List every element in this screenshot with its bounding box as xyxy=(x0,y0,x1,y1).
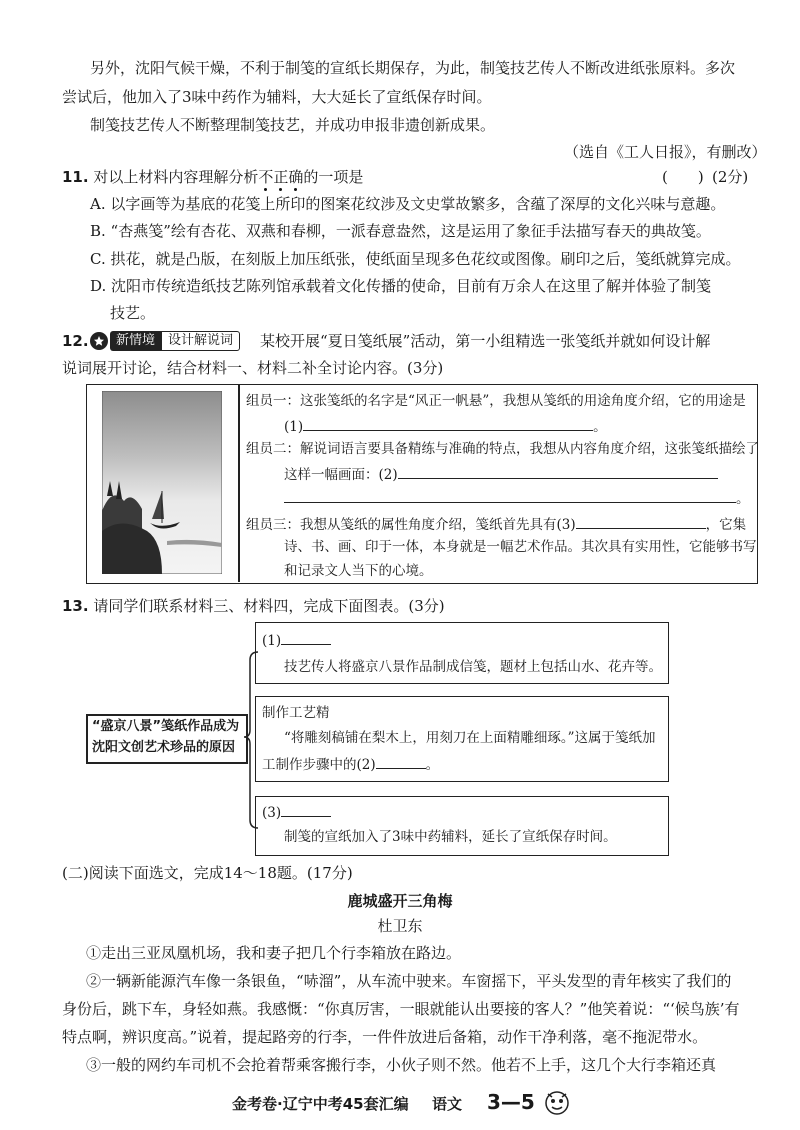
q13-box-3-text: 制笺的宣纸加入了3味中药辅料，延长了宣纸保存时间。 xyxy=(284,829,617,845)
member-1-line-1: 组员一：这张笺纸的名字是“风正一帆悬”，我想从笺纸的用途角度介绍，它的用途是 xyxy=(246,393,746,409)
member-1-answer-blank[interactable] xyxy=(303,414,593,431)
member-2-answer-blank-2[interactable] xyxy=(284,486,736,503)
q12-stem-line-1: 某校开展“夏日笺纸展”活动，第一小组精选一张笺纸并就如何设计解 xyxy=(260,332,711,350)
intro-paragraph-2: 制笺技艺传人不断整理制笺技艺，并成功申报非遗创新成果。 xyxy=(90,116,496,134)
q13-number: 13. xyxy=(62,597,89,615)
q13-box-2-line-1: “将雕刻稿铺在梨木上，用刻刀在上面精雕细琢。”这属于笺纸加 xyxy=(284,730,656,746)
q13-box-3-label: (3) xyxy=(262,805,282,821)
badge-task-type: 设计解说词 xyxy=(161,331,240,351)
q11-stem-text-a: 对以上材料内容理解分析 xyxy=(93,168,259,186)
member-3-text-b: ，它集 xyxy=(705,517,747,533)
member-2-line-1: 组员二：解说词语言要具备精练与准确的特点，我想从内容角度介绍，这张笺纸描绘了 xyxy=(246,441,759,457)
member-2-line-3 xyxy=(284,486,750,510)
member-2-end-mark: 。 xyxy=(736,491,750,507)
footer-book-title: 金考卷·辽宁中考45套汇编 xyxy=(232,1095,409,1113)
badge-new-situation: 新情境 xyxy=(110,331,161,351)
stationery-painting xyxy=(102,391,222,574)
footer-subject: 语文 xyxy=(432,1095,463,1113)
member-2-blank-label: 这样一幅画面：(2) xyxy=(284,467,398,483)
member-3-line-2: 诗、书、画、印于一体，本身就是一幅艺术作品。其次具有实用性，它能够书写 xyxy=(284,539,757,555)
member-1-line-2 xyxy=(284,414,607,438)
q11-emphasis-char-1: 不 xyxy=(258,168,274,186)
member-3-line-3: 和记录文人当下的心境。 xyxy=(284,563,433,579)
q12-stem-line-2: 说词展开讨论，结合材料一、材料二补全讨论内容。(3分) xyxy=(62,359,444,377)
q13-box-1-answer-blank[interactable] xyxy=(281,628,331,645)
intro-paragraph-1-line-2: 尝试后，他加入了3味中药作为辅料，大大延长了宣纸保存时间。 xyxy=(62,88,492,106)
q11-emphasis-char-3: 确 xyxy=(288,168,304,186)
q11-option-b[interactable]: B. “杏燕笺”绘有杏花、双燕和春柳，一派春意盎然，这是运用了象征手法描写春天的典故笺。 xyxy=(90,222,711,240)
brand-logo-icon xyxy=(540,1088,574,1116)
article-paragraph-3-line-1: ③一般的网约车司机不会抢着帮乘客搬行李，小伙子则不然。他若不上手，这几个大行李箱还真 xyxy=(86,1056,717,1074)
footer-page-number: 3—5 xyxy=(487,1090,535,1114)
intro-paragraph-1-line-1: 另外，沈阳气候干燥，不利于制笺的宣纸长期保存，为此，制笺技艺传人不断改进纸张原料。多次 xyxy=(90,59,736,77)
member-3-line-1 xyxy=(246,512,746,536)
q12-number: 12. xyxy=(62,332,89,350)
q12-badge xyxy=(90,330,240,352)
member-3-answer-blank[interactable] xyxy=(576,512,706,529)
article-paragraph-2-line-2: 身份后，跳下车，身轻如燕。我感慨：“你真厉害，一眼就能认出要接的客人？”他笑着说：“‘候鸟族’有 xyxy=(62,1000,740,1018)
q13-box-3-line-1 xyxy=(262,800,331,824)
q11-option-a[interactable]: A. 以字画等为基底的花笺上所印的图案花纹涉及文史掌故繁多，含蕴了深厚的文化兴味与意趣。 xyxy=(90,195,726,213)
q11-stem-text-b: 的一项是 xyxy=(303,168,364,186)
q11-option-d[interactable]: D. 沈阳市传统造纸技艺陈列馆承载着文化传播的使命，目前有万余人在这里了解并体验了制笺 xyxy=(90,277,712,295)
q13-stem-text: 请同学们联系材料三、材料四，完成下面图表。(3分) xyxy=(93,597,445,615)
q13-box-1-text: 技艺传人将盛京八景作品制成信笺，题材上包括山水、花卉等。 xyxy=(284,659,662,675)
member-3-text-a: 组员三：我想从笺纸的属性角度介绍，笺纸首先具有(3) xyxy=(246,517,576,533)
q13-box-1-label: (1) xyxy=(262,633,282,649)
star-icon xyxy=(90,332,108,350)
q11-stem xyxy=(62,166,363,188)
section-2-heading: (二)阅读下面选文，完成14～18题。(17分) xyxy=(62,864,353,882)
q11-option-c[interactable]: C. 拱花，就是凸版，在刻版上加压纸张，使纸面呈现多色花纹或图像。刷印之后，笺纸就算完成。 xyxy=(90,250,741,268)
q13-box-1-line-1 xyxy=(262,628,331,652)
source-citation: （选自《工人日报》，有删改） xyxy=(564,143,767,161)
article-paragraph-2-line-3: 特点啊，辨识度高。”说着，提起路旁的行李，一件件放进后备箱，动作干净利落，毫不拖泥带水。 xyxy=(62,1028,708,1046)
q13-box-2-text-a: 工制作步骤中的(2) xyxy=(262,757,376,773)
q13-box-2-title: 制作工艺精 xyxy=(262,705,330,721)
article-paragraph-1: ①走出三亚凤凰机场，我和妻子把几个行李箱放在路边。 xyxy=(86,944,462,962)
q11-answer-paren[interactable]: ( ) xyxy=(662,168,704,186)
q11-score: (2分) xyxy=(712,168,749,186)
member-2-answer-blank-1[interactable] xyxy=(398,462,718,479)
q11-option-d-line-2: 技艺。 xyxy=(110,304,156,322)
member-1-blank-label: (1) xyxy=(284,419,304,435)
q11-emphasis-char-2: 正 xyxy=(273,168,289,186)
member-1-end-mark: 。 xyxy=(593,419,607,435)
q12-box-divider xyxy=(238,385,240,582)
q13-box-3-answer-blank[interactable] xyxy=(281,800,331,817)
member-2-line-2 xyxy=(284,462,718,486)
q13-stem xyxy=(62,595,445,617)
q13-box-2-line-2 xyxy=(262,752,439,776)
q13-center-label-line-2: 沈阳文创艺术珍品的原因 xyxy=(92,740,236,755)
q13-box-2-answer-blank[interactable] xyxy=(376,752,426,769)
article-paragraph-2-line-1: ②一辆新能源汽车像一条银鱼，“哧溜”，从车流中驶来。车窗摇下，平头发型的青年核实了我们的 xyxy=(86,972,732,990)
q11-number: 11. xyxy=(62,168,89,186)
article-title: 鹿城盛开三角梅 xyxy=(347,892,453,910)
article-author: 杜卫东 xyxy=(377,917,423,935)
q13-center-label-line-1: “盛京八景”笺纸作品成为 xyxy=(92,719,240,734)
q13-box-2-text-b: 。 xyxy=(425,757,440,773)
